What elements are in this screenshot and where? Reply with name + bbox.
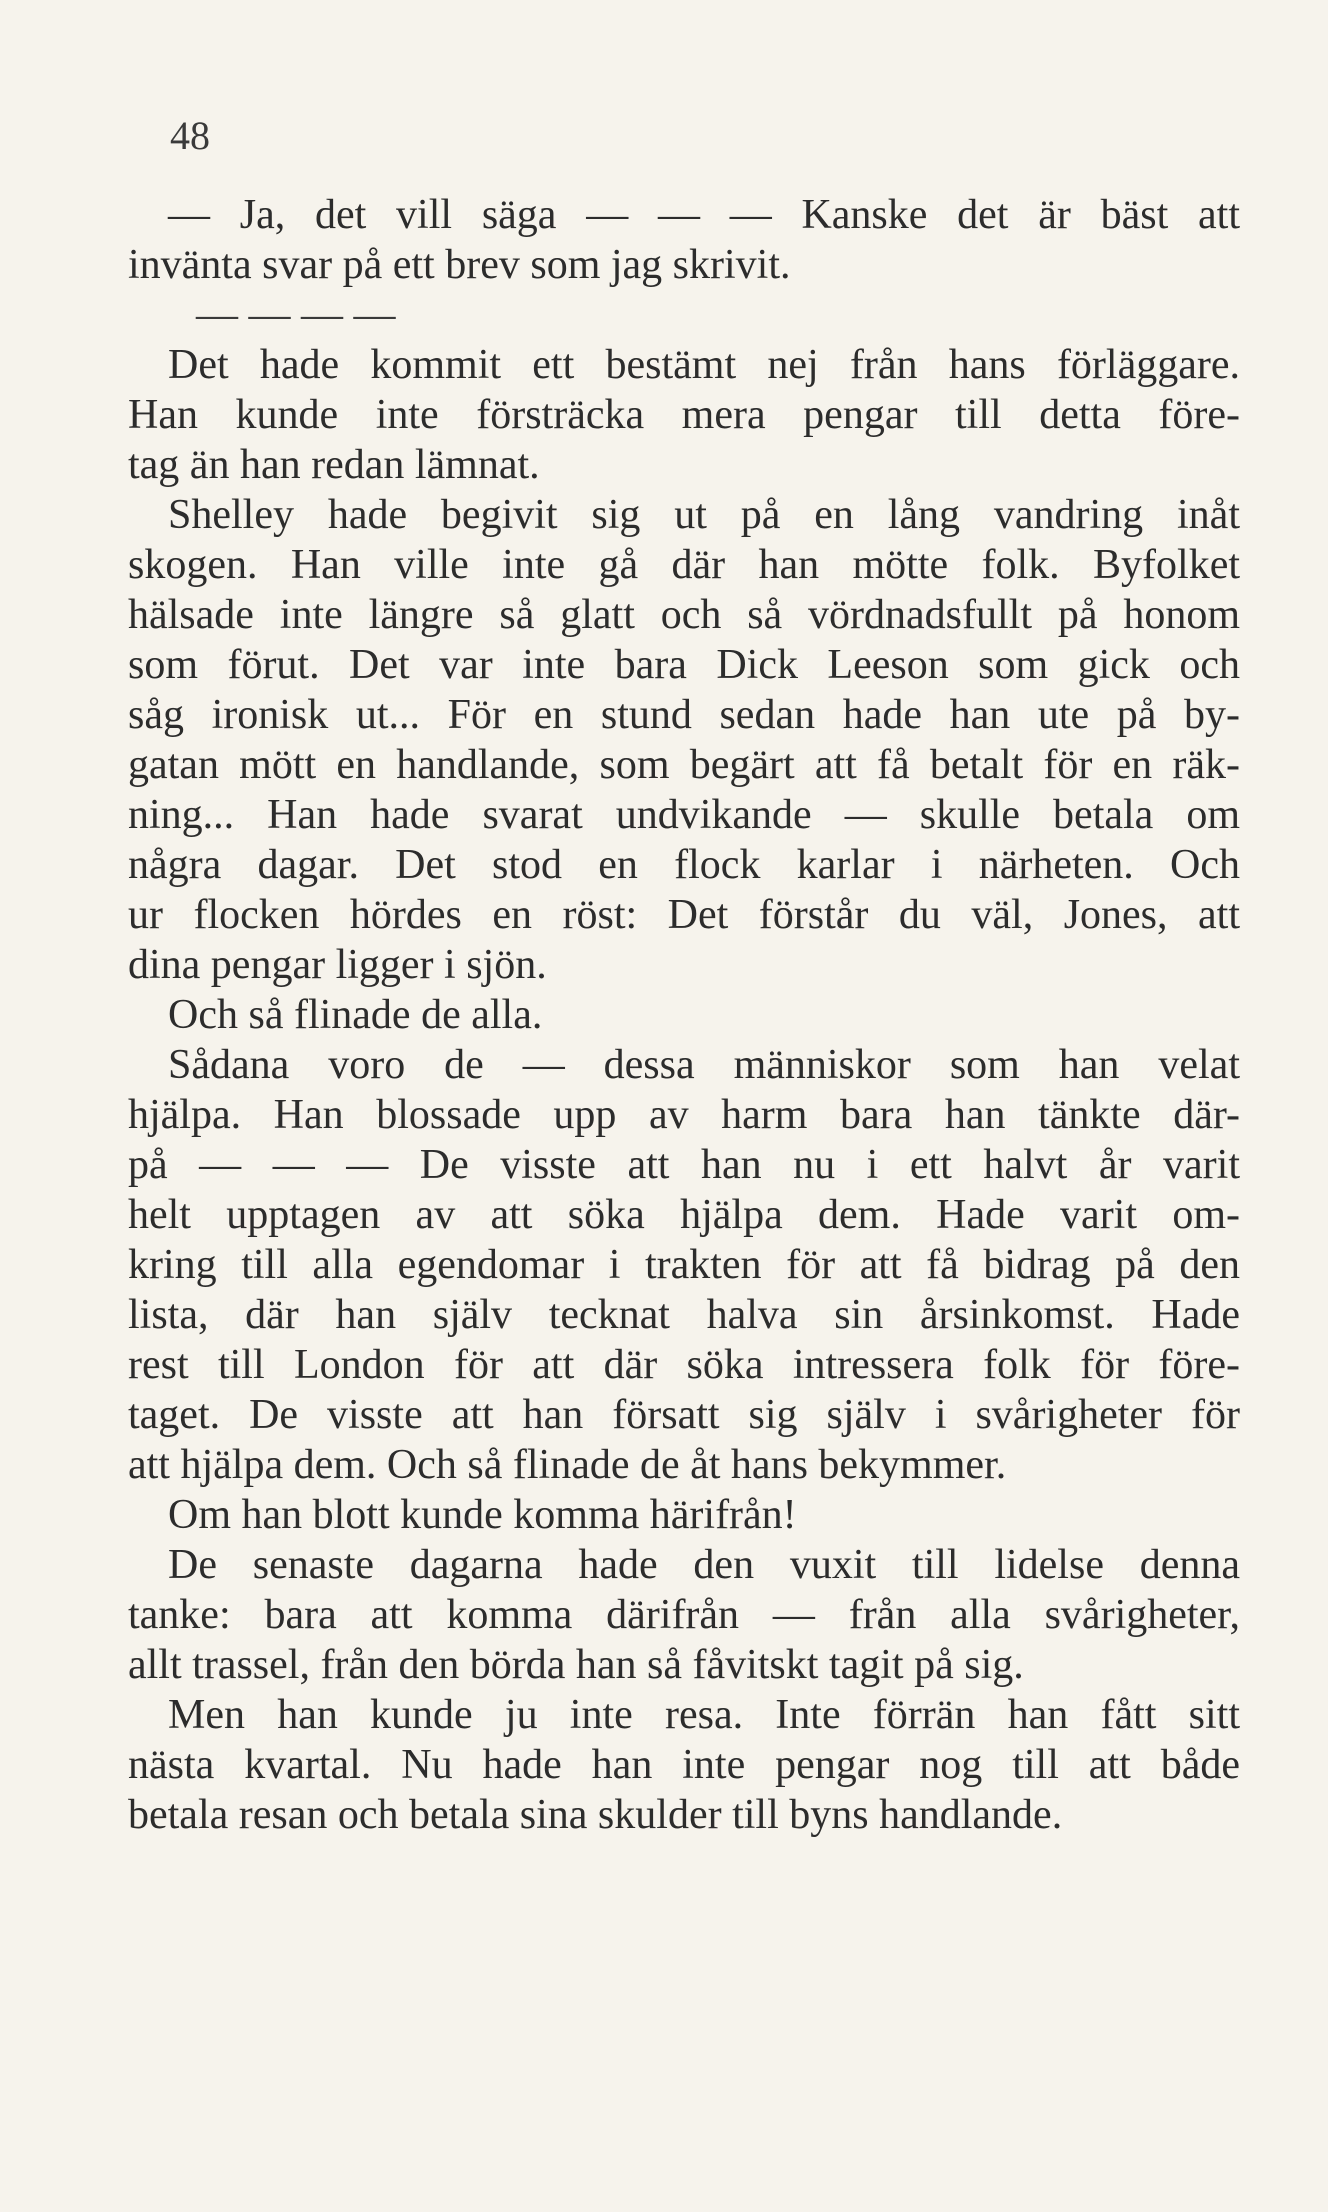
text-line: som förut. Det var inte bara Dick Leeson som gick och [128, 642, 1240, 688]
text-line: skogen. Han ville inte gå där han mötte folk. Byfolket [128, 542, 1240, 588]
text-line: dina pengar ligger i sjön. [128, 942, 547, 988]
text-line: Shelley hade begivit sig ut på en lång vandring inåt [168, 492, 1240, 538]
text-line: kring till alla egendomar i trakten för att få bidrag på den [128, 1242, 1240, 1288]
text-line: taget. De visste att han försatt sig själv i svårigheter för [128, 1392, 1240, 1438]
section-separator: — — — — [196, 292, 396, 338]
text-line: Det hade kommit ett bestämt nej från hans förläggare. [168, 342, 1240, 388]
text-line: De senaste dagarna hade den vuxit till lidelse denna [168, 1542, 1240, 1588]
text-line: tag än han redan lämnat. [128, 442, 540, 488]
body-text [128, 190, 1240, 1840]
page-number: 48 [170, 113, 210, 158]
text-line: rest till London för att där söka intressera folk för före- [128, 1342, 1240, 1388]
text-line: — Ja, det vill säga — — — Kanske det är bäst att [168, 192, 1240, 238]
text-line: gatan mött en handlande, som begärt att få betalt för en räk- [128, 742, 1240, 788]
text-line: tanke: bara att komma därifrån — från alla svårigheter, [128, 1592, 1240, 1638]
text-line: allt trassel, från den börda han så fåvitskt tagit på sig. [128, 1642, 1024, 1688]
text-line: såg ironisk ut... För en stund sedan hade han ute på by- [128, 692, 1240, 738]
text-line: Men han kunde ju inte resa. Inte förrän han fått sitt [168, 1692, 1240, 1738]
text-line: några dagar. Det stod en flock karlar i närheten. Och [128, 842, 1240, 888]
text-line: lista, där han själv tecknat halva sin årsinkomst. Hade [128, 1292, 1240, 1338]
text-line: Han kunde inte försträcka mera pengar till detta före- [128, 392, 1240, 438]
text-line: Om han blott kunde komma härifrån! [168, 1492, 797, 1538]
text-line: hjälpa. Han blossade upp av harm bara han tänkte där- [128, 1092, 1240, 1138]
text-line: att hjälpa dem. Och så flinade de åt hans bekymmer. [128, 1442, 1007, 1488]
text-line: ning... Han hade svarat undvikande — skulle betala om [128, 792, 1240, 838]
text-line: på — — — De visste att han nu i ett halvt år varit [128, 1142, 1240, 1188]
text-line: Sådana voro de — dessa människor som han velat [168, 1042, 1240, 1088]
text-line: hälsade inte längre så glatt och så vördnadsfullt på honom [128, 592, 1240, 638]
text-line: Och så flinade de alla. [168, 992, 543, 1038]
text-line: ur flocken hördes en röst: Det förstår du väl, Jones, att [128, 892, 1240, 938]
text-line: nästa kvartal. Nu hade han inte pengar nog till att både [128, 1742, 1240, 1788]
text-line: helt upptagen av att söka hjälpa dem. Hade varit om- [128, 1192, 1240, 1238]
text-line: betala resan och betala sina skulder till byns handlande. [128, 1792, 1063, 1838]
text-line: invänta svar på ett brev som jag skrivit. [128, 242, 791, 288]
